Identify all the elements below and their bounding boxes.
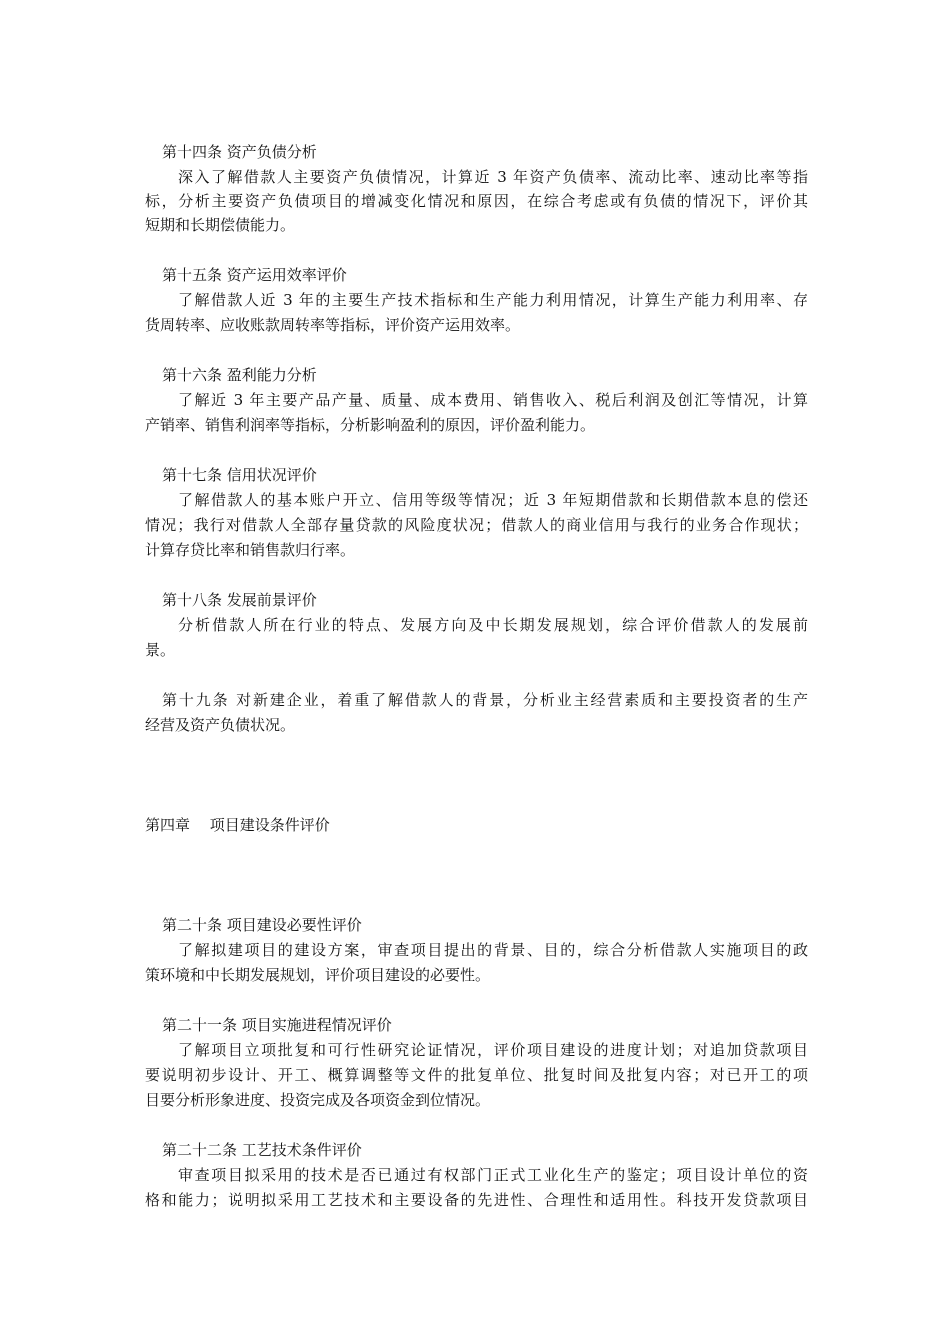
article-15-text-line: 了解借款人近 3 年的主要生产技术指标和生产能力利用情况，计算生产能力利用率、存 <box>178 291 808 309</box>
article-15-text-line: 货周转率、应收账款周转率等指标，评价资产运用效率。 <box>145 316 521 334</box>
article-21-text-line: 要说明初步设计、开工、概算调整等文件的批复单位、批复时间及批复内容；对已开工的项 <box>145 1066 808 1084</box>
article-22-text-line: 审查项目拟采用的技术是否已通过有权部门正式工业化生产的鉴定；项目设计单位的资 <box>178 1166 808 1184</box>
article-21-text-line: 目要分析形象进度、投资完成及各项资金到位情况。 <box>145 1091 491 1109</box>
article-18-text-line: 景。 <box>145 641 176 659</box>
article-19-text-line: 第十九条 对新建企业，着重了解借款人的背景，分析业主经营素质和主要投资者的生产 <box>162 691 808 709</box>
article-14-title: 第十四条 资产负债分析 <box>162 143 317 161</box>
chapter-heading: 第四章 项目建设条件评价 <box>145 816 330 834</box>
article-21-title: 第二十一条 项目实施进程情况评价 <box>162 1016 392 1034</box>
article-18-title: 第十八条 发展前景评价 <box>162 591 317 609</box>
article-16-text-line: 了解近 3 年主要产品产量、质量、成本费用、销售收入、税后利润及创汇等情况，计算 <box>178 391 808 409</box>
article-21-text-line: 了解项目立项批复和可行性研究论证情况，评价项目建设的进度计划；对追加贷款项目 <box>178 1041 808 1059</box>
article-22-title: 第二十二条 工艺技术条件评价 <box>162 1141 362 1159</box>
article-18-text-line: 分析借款人所在行业的特点、发展方向及中长期发展规划，综合评价借款人的发展前 <box>178 616 808 634</box>
article-20-text-line: 策环境和中长期发展规划，评价项目建设的必要性。 <box>145 966 491 984</box>
article-22-text-line: 格和能力；说明拟采用工艺技术和主要设备的先进性、合理性和适用性。科技开发贷款项目 <box>145 1191 808 1209</box>
article-14-text-line: 短期和长期偿债能力。 <box>145 216 296 234</box>
article-17-text-line: 情况；我行对借款人全部存量贷款的风险度状况；借款人的商业信用与我行的业务合作现状； <box>145 516 808 534</box>
article-19-text-line: 经营及资产负债状况。 <box>145 716 296 734</box>
article-14-text-line: 深入了解借款人主要资产负债情况，计算近 3 年资产负债率、流动比率、速动比率等指 <box>178 168 808 186</box>
article-17-text-line: 了解借款人的基本账户开立、信用等级等情况；近 3 年短期借款和长期借款本息的偿还 <box>178 491 808 509</box>
article-20-title: 第二十条 项目建设必要性评价 <box>162 916 362 934</box>
article-16-text-line: 产销率、销售利润率等指标，分析影响盈利的原因，评价盈利能力。 <box>145 416 596 434</box>
article-14-text-line: 标，分析主要资产负债项目的增减变化情况和原因，在综合考虑或有负债的情况下，评价其 <box>145 192 808 210</box>
article-15-title: 第十五条 资产运用效率评价 <box>162 266 347 284</box>
article-16-title: 第十六条 盈利能力分析 <box>162 366 317 384</box>
article-17-text-line: 计算存贷比率和销售款归行率。 <box>145 541 356 559</box>
article-17-title: 第十七条 信用状况评价 <box>162 466 317 484</box>
article-20-text-line: 了解拟建项目的建设方案，审查项目提出的背景、目的，综合分析借款人实施项目的政 <box>178 941 808 959</box>
